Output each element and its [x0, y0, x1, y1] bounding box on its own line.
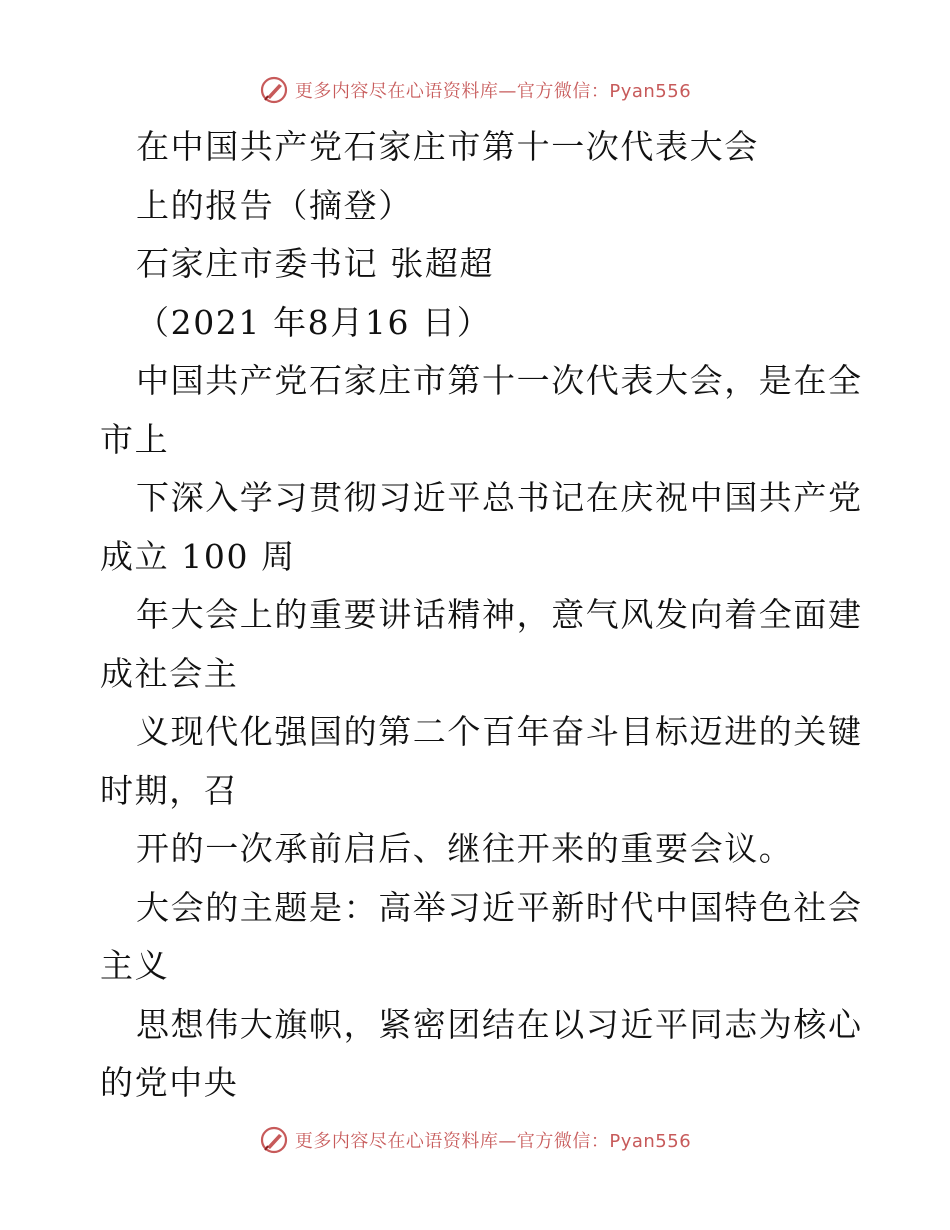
text-line: 义现代化强国的第二个百年奋斗目标迈进的关键 — [136, 712, 863, 751]
text-line: 思想伟大旗帜，紧密团结在以习近平同志为核心 — [136, 1004, 863, 1044]
watermark-text: 更多内容尽在心语资料库—官方微信：Pyan556 — [294, 81, 692, 102]
text-line: 下深入学习贯彻习近平总书记在庆祝中国共产党 — [136, 478, 863, 517]
footer-watermark — [0, 1120, 950, 1160]
document-body — [100, 118, 863, 1113]
quill-pen-circle-icon — [259, 1125, 289, 1155]
watermark-text: 更多内容尽在心语资料库—官方微信：Pyan556 — [294, 1131, 692, 1152]
text-line: 在中国共产党石家庄市第十一次代表大会 — [136, 127, 759, 166]
text-line: （2021 年8月16 日） — [136, 302, 492, 342]
text-line: 中国共产党石家庄市第十一次代表大会，是在全 — [136, 361, 863, 400]
text-line: 主义 — [100, 946, 170, 985]
text-line: 大会的主题是：高举习近平新时代中国特色社会 — [136, 887, 863, 927]
text-line: 年大会上的重要讲话精神，意气风发向着全面建 — [136, 595, 863, 634]
text-line: 上的报告（摘登） — [136, 185, 413, 225]
header-watermark — [0, 70, 950, 110]
text-line: 成立 100 周 — [100, 536, 296, 576]
quill-pen-circle-icon — [259, 75, 289, 105]
text-line: 成社会主 — [100, 653, 239, 693]
text-line: 时期，召 — [100, 770, 239, 810]
text-line: 的党中央 — [100, 1063, 239, 1102]
text-line: 开的一次承前启后、继往开来的重要会议。 — [136, 829, 794, 868]
text-line: 市上 — [100, 419, 170, 459]
text-line: 石家庄市委书记 张超超 — [136, 244, 495, 283]
